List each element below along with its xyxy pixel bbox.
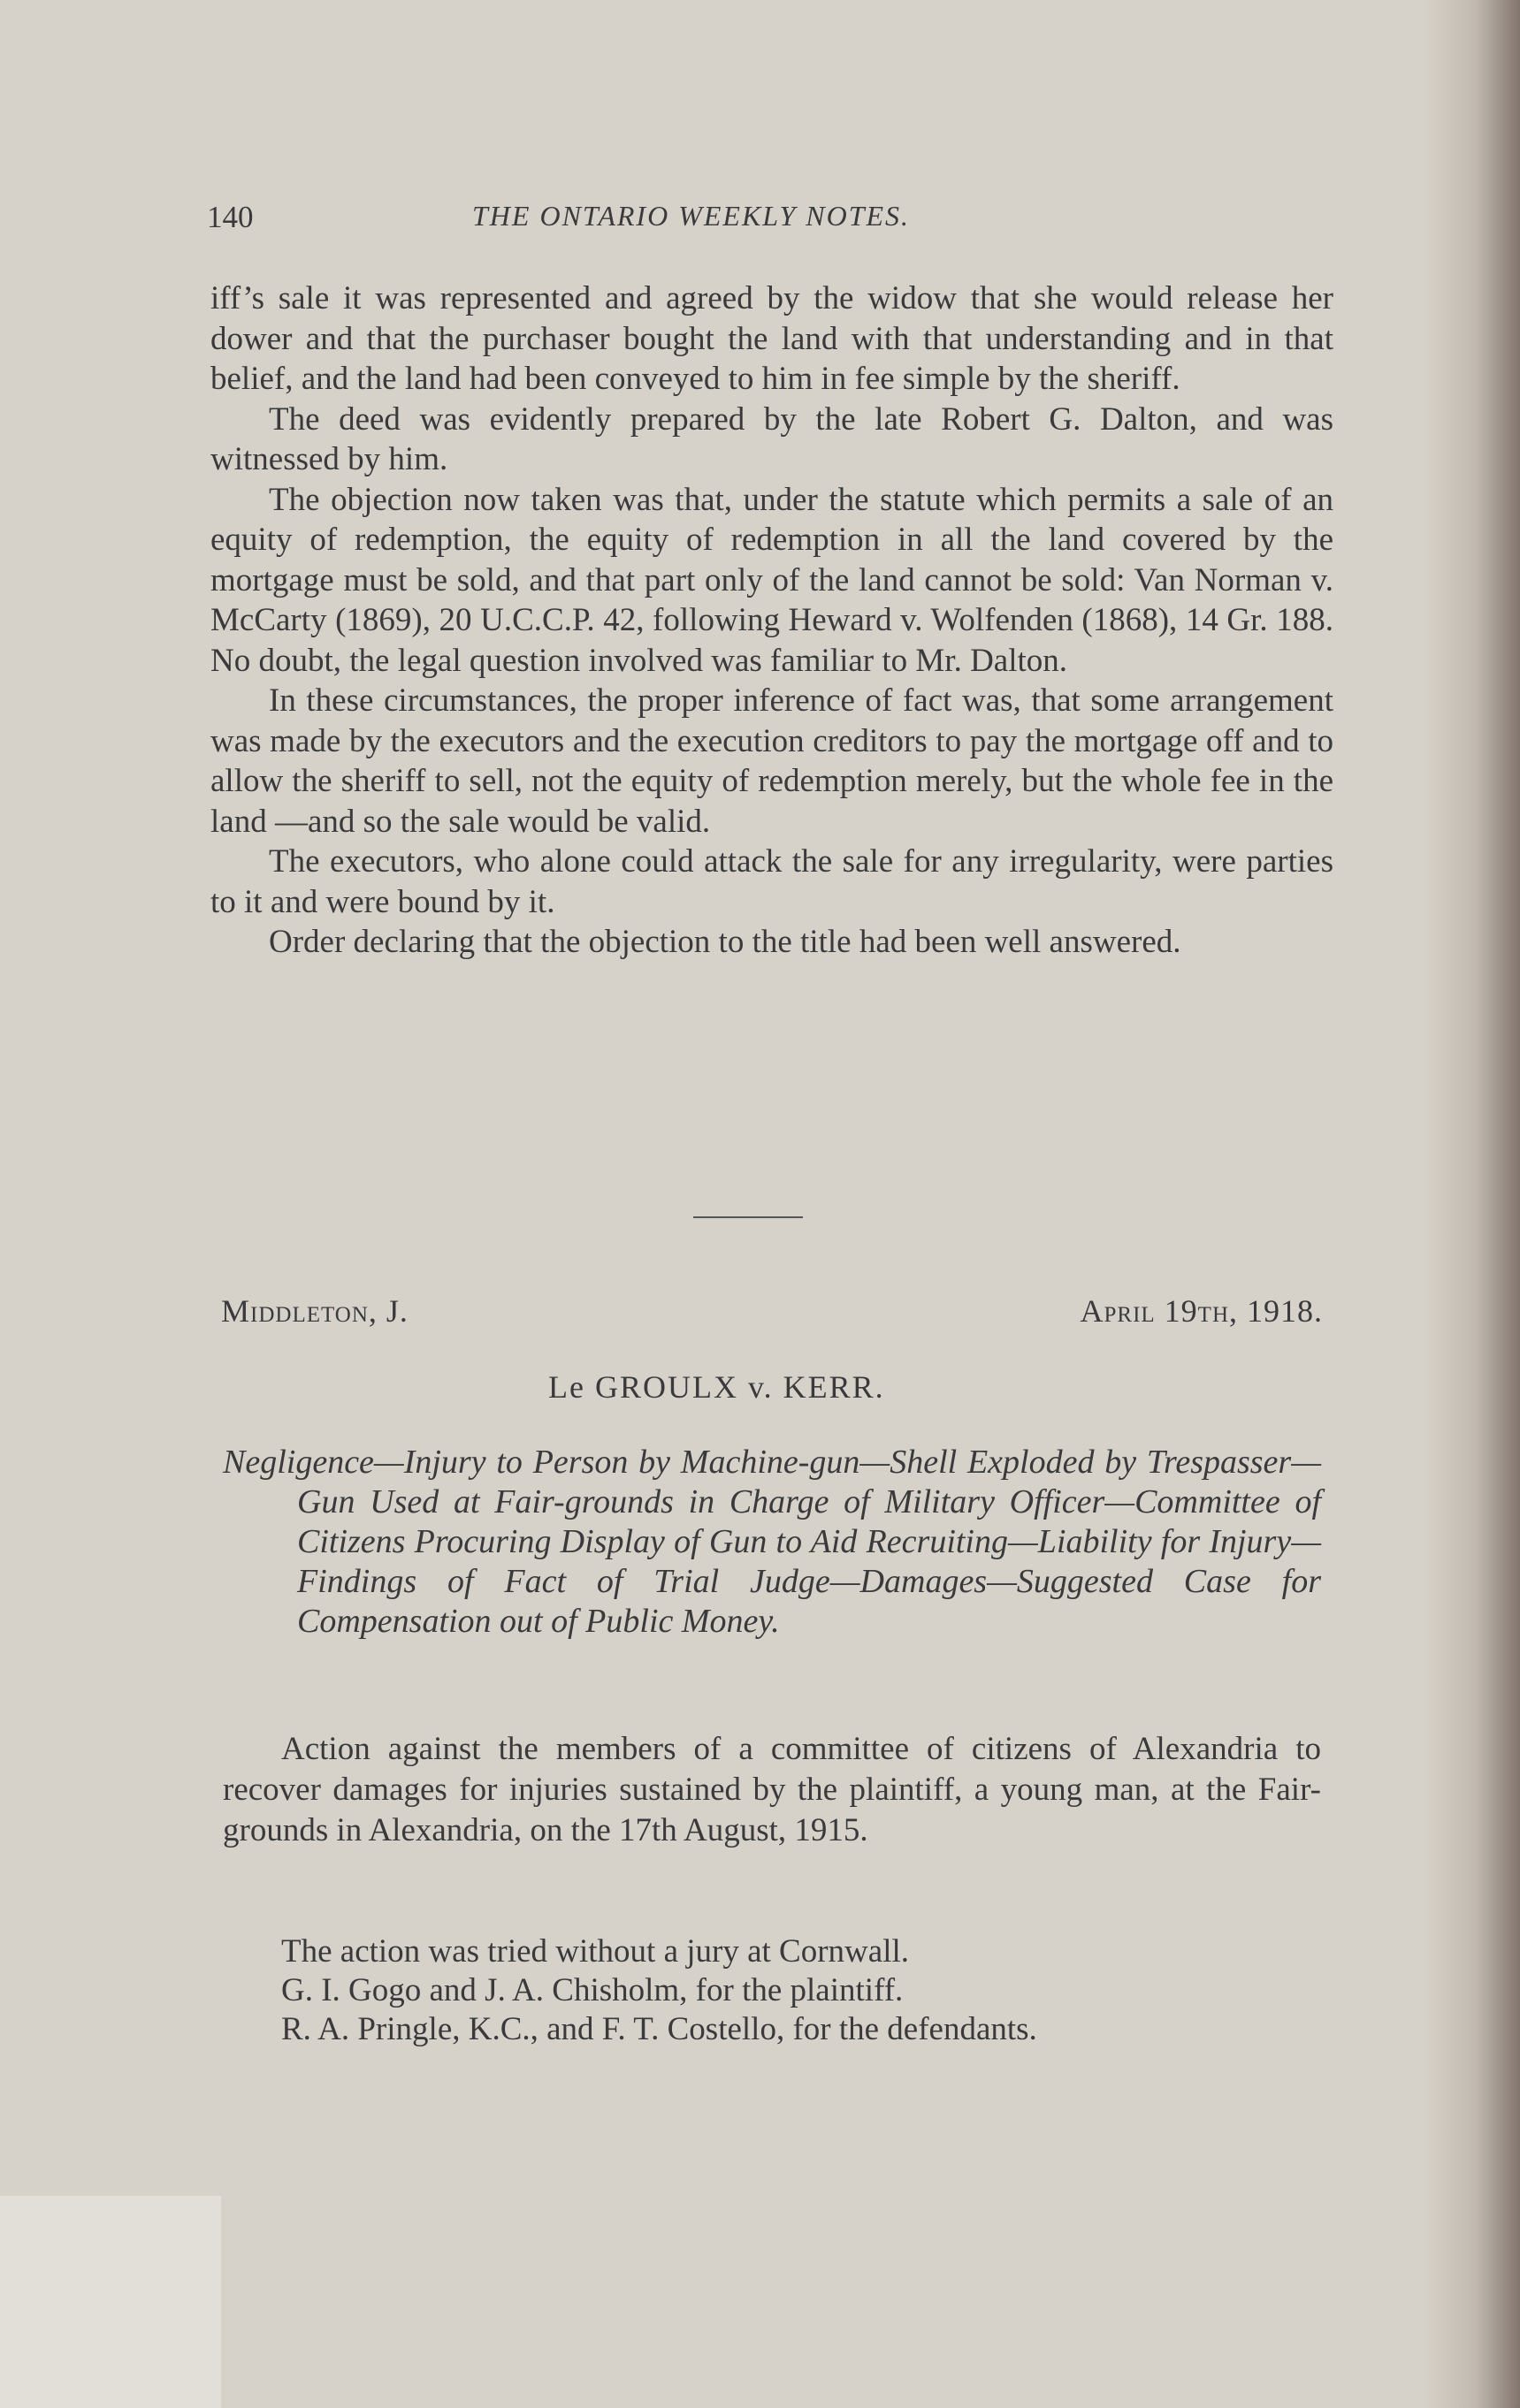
section-divider: [693, 1216, 803, 1218]
action-paragraph: Action against the members of a committee of citizens of Alexandria to recover damages for injuries sustained by the plaintiff, a young man, at the Fair-grounds in Alexandria, on the 17th August, 1915.: [223, 1731, 1321, 1848]
paragraph: iff’s sale it was represented and agreed by the widow that she would release her dower and that the purchaser bought the land with that understanding and in that belief, and the land had been conveyed to him in fee simple by the sheriff.: [210, 280, 1333, 397]
judge-name: Middleton, J.: [221, 1293, 409, 1329]
paragraph: Order declaring that the objection to the title had been well answered.: [269, 924, 1181, 960]
trial-details: [281, 1932, 1321, 2049]
counsel-defendants: R. A. Pringle, K.C., and F. T. Costello, for the defendants.: [281, 2011, 1037, 2047]
page-header: [207, 200, 1003, 240]
paragraph: The objection now taken was that, under the statute which permits a sale of an equity of redemption, the equity of redemption in all the land covered by the mortgage must be sold, and that part only of the land cannot be sold: Van Norman v. McCarty (1869), 20 U.C.C.P. 42, following Heward v. Wolfenden (1868), 14 Gr. 188. No doubt, the legal question involved was familiar to Mr. Dalton.: [210, 481, 1333, 679]
paragraph: The executors, who alone could attack the sale for any irregularity, were parties to it and were bound by it.: [210, 843, 1333, 920]
counsel-plaintiff: G. I. Gogo and J. A. Chisholm, for the plaintiff.: [281, 1972, 904, 2008]
case-headnote: Negligence—Injury to Person by Machine-gun—Shell Exploded by Trespasser—Gun Used at Fair-grounds in Charge of Military Officer—Committee of Citizens Procuring Display of Gun to Aid Recruiting—Liability for Injury—Findings of Fact of Trial Judge—Damages—Suggested Case for Compensation out of Public Money.: [223, 1444, 1321, 1640]
trial-line: The action was tried without a jury at Cornwall.: [281, 1933, 910, 1970]
case-meta: [221, 1292, 1323, 1337]
page-number: 140: [207, 200, 254, 234]
body-text: [210, 278, 1333, 963]
paragraph: In these circumstances, the proper inference of fact was, that some arrangement was made by the executors and the execution creditors to pay the mortgage off and to allow the sheriff to sell, not the equity of redemption merely, but the whole fee in the land —and so the sale would be valid.: [210, 682, 1333, 840]
page-edge-shadow: [1423, 0, 1520, 2408]
paragraph: The deed was evidently prepared by the late Robert G. Dalton, and was witnessed by him.: [210, 400, 1333, 477]
running-title: THE ONTARIO WEEKLY NOTES.: [472, 200, 911, 232]
judgment-date: April 19th, 1918.: [1080, 1293, 1323, 1329]
paper-corner-patch: [0, 2196, 221, 2408]
case-title: Le GROULX v. KERR.: [548, 1369, 885, 1405]
